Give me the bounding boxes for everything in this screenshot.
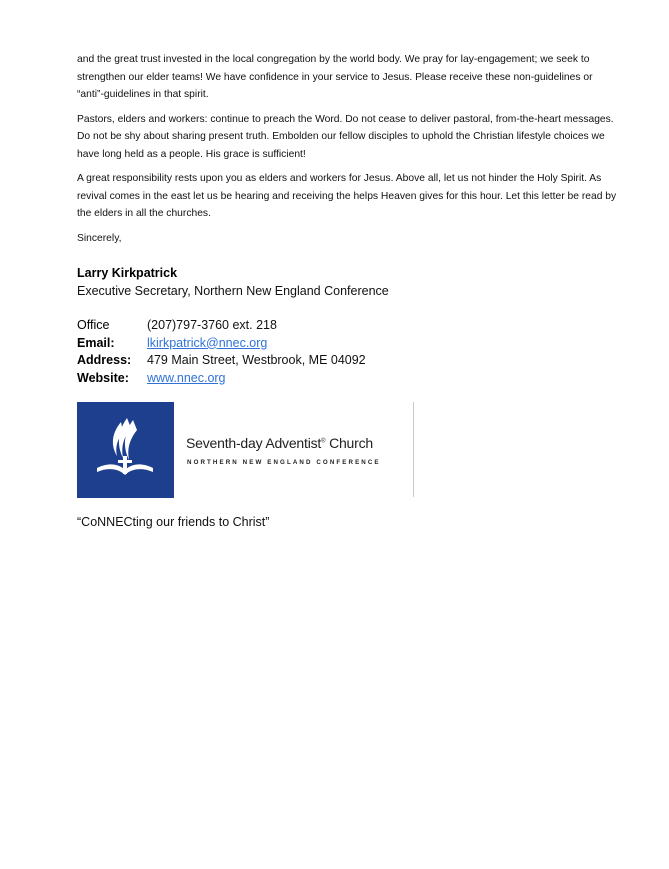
email-label: Email: — [77, 335, 115, 350]
office-row — [77, 317, 366, 335]
email-row — [77, 335, 366, 353]
org-name-suffix: Church — [329, 435, 373, 451]
org-name-main: Seventh-day Adventist — [186, 435, 322, 451]
org-name — [186, 435, 373, 451]
church-logo-icon — [77, 402, 174, 498]
tagline: “CoNNECting our friends to Christ” — [77, 515, 270, 529]
letter-body — [77, 51, 617, 254]
signature-title: Executive Secretary, Northern New England Conference — [77, 284, 389, 298]
website-link[interactable]: www.nnec.org — [147, 370, 226, 385]
website-label: Website: — [77, 370, 129, 385]
office-phone: (207)797-3760 ext. 218 — [147, 318, 277, 332]
email-link[interactable]: lkirkpatrick@nnec.org — [147, 335, 268, 350]
paragraph-2: Pastors, elders and workers: continue to preach the Word. Do not cease to deliver pastoral, from-the-heart messages. Do not be shy about sharing present truth. Embolden our fellow disciples to uphold the Christian lifestyle choices we have long held as a people. His grace is sufficient! — [77, 113, 614, 160]
logo-divider — [413, 402, 414, 497]
org-subtitle: NORTHERN NEW ENGLAND CONFERENCE — [187, 459, 381, 466]
paragraph-3: A great responsibility rests upon you as elders and workers for Jesus. Above all, let us not hinder the Holy Spirit. As revival comes in the east let us be hearing and receiving the helps Heaven gives for this hour. Let this letter be read by the elders in all the churches. — [77, 173, 617, 219]
website-row — [77, 370, 366, 388]
address-row — [77, 352, 366, 370]
address-label: Address: — [77, 353, 132, 367]
registered-mark: ® — [321, 438, 326, 445]
office-label: Office — [77, 318, 110, 332]
signature-name: Larry Kirkpatrick — [77, 266, 178, 280]
paragraph-1: and the great trust invested in the local congregation by the world body. We pray for lay-engagement; we seek to strengthen our elder teams! We have confidence in your service to Jesus. Please receive these non-guidelines or “anti”-guidelines in that spirit. — [77, 54, 593, 100]
closing: Sincerely, — [77, 232, 122, 244]
address-value: 479 Main Street, Westbrook, ME 04092 — [147, 353, 366, 367]
contact-block — [77, 317, 366, 387]
